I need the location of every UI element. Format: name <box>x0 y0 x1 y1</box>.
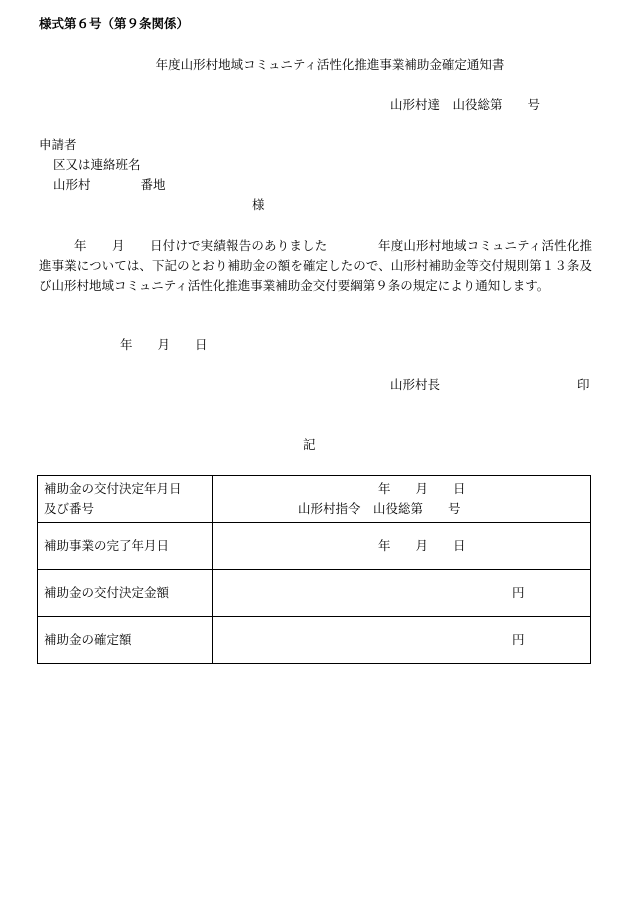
signer-title: 山形村長 <box>390 377 441 392</box>
table-label-cell <box>38 476 213 523</box>
table-value-cell <box>213 617 591 664</box>
table-row <box>38 570 591 617</box>
grant-decision-label-line1: 補助金の交付決定年月日 <box>44 481 182 496</box>
table-row <box>38 617 591 664</box>
grant-decision-date: 年 月 日 <box>378 481 466 496</box>
table-row <box>38 476 591 523</box>
record-table <box>37 475 591 664</box>
recipient-label: 申請者 <box>39 137 77 152</box>
grant-decision-label-line2: 及び番号 <box>44 501 95 516</box>
ki-heading: 記 <box>303 437 316 452</box>
recipient-honorific: 様 <box>252 197 265 212</box>
table-value-cell <box>213 570 591 617</box>
table-value-cell <box>213 523 591 570</box>
document-title: 年度山形村地域コミュニティ活性化推進事業補助金確定通知書 <box>155 57 505 72</box>
notice-body-text: 年 月 日付けで実績報告のありました 年度山形村地域コミュニティ活性化推進事業については、下記のとおり補助金の額を確定したので、山形村補助金等交付規則第１３条及び山形村地域コミュニティ活性化推進事業補助金交付要綱第９条の規定により通知します。 <box>39 238 592 293</box>
recipient-district: 区又は連絡班名 <box>53 157 141 172</box>
document-number: 山形村達 山役総第 号 <box>390 97 541 112</box>
seal-mark: 印 <box>577 377 590 392</box>
issue-date: 年 月 日 <box>120 337 208 352</box>
form-number: 様式第６号（第９条関係） <box>39 16 190 31</box>
recipient-address: 山形村 番地 <box>53 177 166 192</box>
completion-date: 年 月 日 <box>378 538 466 553</box>
table-value-cell <box>213 476 591 523</box>
table-label-cell: 補助金の交付決定金額 <box>38 570 213 617</box>
decision-amount-unit: 円 <box>512 585 525 600</box>
table-row <box>38 523 591 570</box>
table-label-cell: 補助金の確定額 <box>38 617 213 664</box>
grant-decision-number: 山形村指令 山役総第 号 <box>298 501 461 516</box>
confirmed-amount-unit: 円 <box>512 632 525 647</box>
table-label-cell: 補助事業の完了年月日 <box>38 523 213 570</box>
